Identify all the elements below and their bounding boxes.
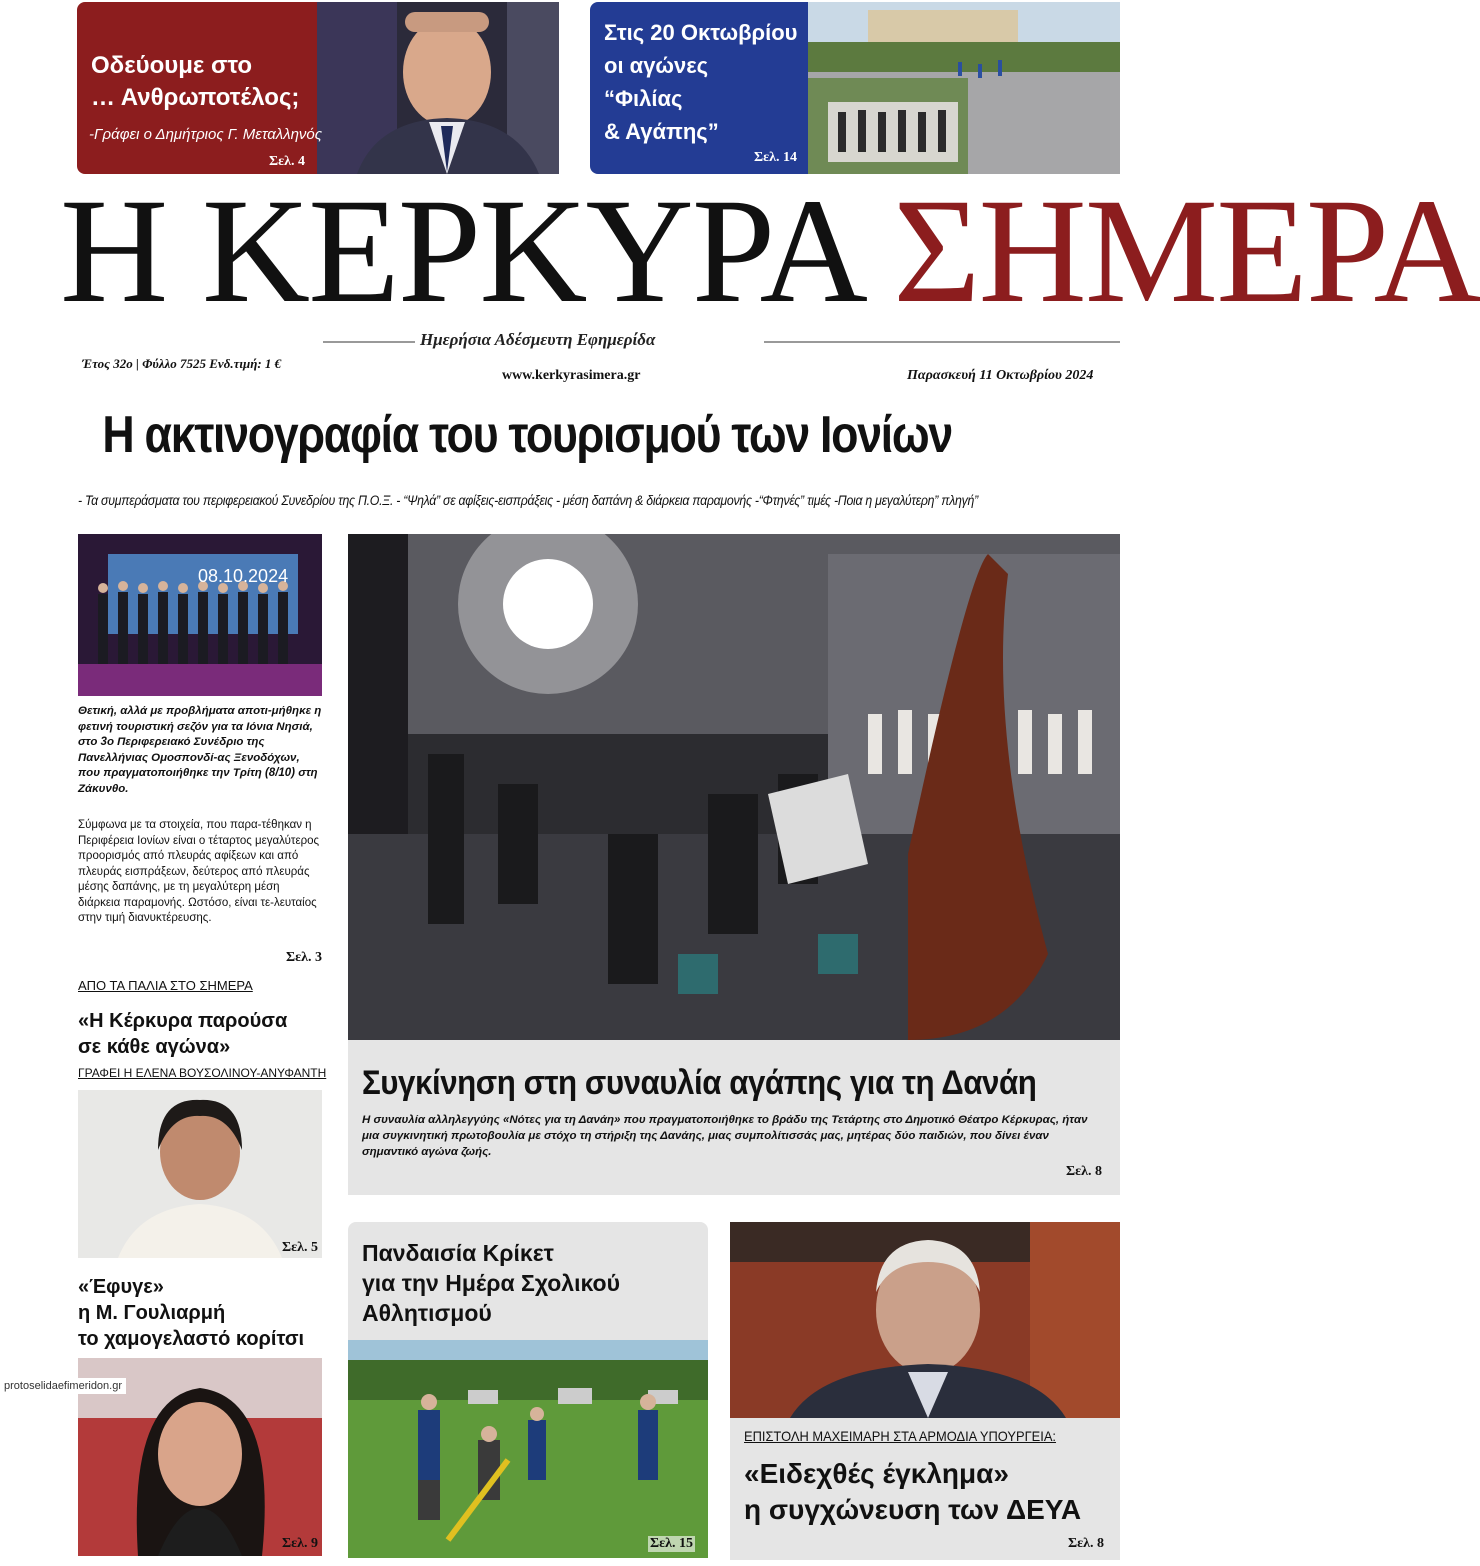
tagline: Ημερήσια Αδέσμευτη Εφημερίδα [420,330,656,349]
main-headline[interactable]: Η ακτινογραφία του τουρισμού των Ιονίων [102,406,952,464]
cricket-line3[interactable]: Αθλητισμού [362,1300,492,1326]
teaser-line2: οι αγώνες [604,53,709,78]
watermark: protoselidaefimeridon.gr [0,1378,126,1394]
teaser-friendship-games[interactable] [590,2,1120,174]
teaser-line3: “Φιλίας [604,86,683,111]
letter-line2[interactable]: η συγχώνευση των ΔΕΥΑ [744,1494,1082,1525]
teaser-byline: -Γράφει ο Δημήτριος Γ. Μεταλληνός [89,126,323,143]
main-subheadline: - Τα συμπεράσματα του περιφερειακού Συνεδρίου της Π.Ο.Ξ. - “Ψηλά” σε αφίξεις-εισπράξεις - μέση δαπάνη & διάρκεια παραμονής -“Φτηνές” τιμές -Ποια η μεγαλύτερη” πληγή” [78,492,978,508]
column-title-line2[interactable]: σε κάθε αγώνα» [78,1036,231,1058]
obit-line1[interactable]: «Έφυγε» [78,1276,164,1298]
teaser-line1: Στις 20 Οκτωβρίου [604,20,798,45]
main-lead: Θετική, αλλά με προβλήματα αποτι-μήθηκε η φετινή τουριστική σεζόν για τα Ιόνια Νησιά, στο 3ο Περιφερειακό Συνέδριο της Πανελλήνιας Ομοσπονδί-ας Ξενοδόχων, που πραγματοποιήθηκε την Τρίτη (8/10) στη Ζάκυνθο. [78,705,322,795]
page-ref: Σελ. 14 [754,150,798,165]
masthead-part1: Η ΚΕΡΚΥΡΑ [60,168,894,334]
letter-page-ref[interactable]: Σελ. 8 [1068,1536,1105,1551]
photo-banner-date: 08.10.2024 [198,566,289,586]
concert-text: Η συναυλία αλληλεγγύης «Νότες για τη Δανάη» που πραγματοποιήθηκε το βράδυ της Τετάρτης στο Δημοτικό Θέατρο Κέρκυρας, ήταν μια συγκινητική πρωτοβουλία με στόχο τη στήριξη της Δανάης, μιας συμπολίτισσάς μας, μητέρας δύο παιδιών, που δίνει έναν σημαντικό αγώνα ζωής. [362,1114,1088,1158]
cricket-page-ref[interactable]: Σελ. 15 [650,1536,694,1551]
obit-line2[interactable]: η Μ. Γουλιαρμή [78,1302,226,1324]
teaser-title-line2: … Ανθρωποτέλος; [91,84,300,111]
obit-line3[interactable]: το χαμογελαστό κορίτσι [78,1328,305,1350]
letter-kicker: ΕΠΙΣΤΟΛΗ ΜΑΧΕΙΜΑΡΗ ΣΤΑ ΑΡΜΟΔΙΑ ΥΠΟΥΡΓΕΙΑ: [744,1428,1057,1444]
masthead-part2: ΣΗΜΕΡΑ [893,168,1480,334]
issue-info: Έτος 32ο | Φύλλο 7525 Ενδ.τιμή: 1 € [82,356,282,371]
letter-line1[interactable]: «Ειδεχθές έγκλημα» [744,1458,1009,1489]
main-page-ref[interactable]: Σελ. 3 [286,950,323,965]
masthead [60,168,1480,334]
cricket-line1[interactable]: Πανδαισία Κρίκετ [362,1240,554,1266]
concert-photo [348,534,1120,1040]
column-kicker: ΑΠΟ ΤΑ ΠΑΛΙΑ ΣΤΟ ΣΗΜΕΡΑ [78,978,253,993]
politician-photo [730,1222,1120,1418]
concert-headline[interactable]: Συγκίνηση στη συναυλία αγάπης για τη Δανάη [362,1064,1037,1102]
column-title-line1[interactable]: «Η Κέρκυρα παρούσα [78,1010,288,1032]
cricket-line2[interactable]: για την Ημέρα Σχολικού [362,1270,620,1296]
issue-date: Παρασκευή 11 Οκτωβρίου 2024 [907,368,1094,383]
author-portrait [78,1090,322,1258]
cricket-photo [348,1340,708,1558]
obit-page-ref[interactable]: Σελ. 9 [282,1536,319,1551]
race-photo [808,2,1120,174]
conference-photo [78,534,322,696]
main-body: Σύμφωνα με τα στοιχεία, που παρα-τέθηκαν η Περιφέρεια Ιονίων είναι ο τέταρτος μεγαλύτερος προορισμός από πλευράς αφίξεων και από πλευράς εισπράξεων, δεύτερος από πλευράς μέσης δαπάνης, με τη μεγαλύτερη μέση διάρκεια παραμονής. Ωστόσο, είναι τε-λευταίος στην τιμή διανυκτέρευσης. [78,819,320,924]
teaser-title-line1: Οδεύουμε στο [91,52,253,79]
concert-page-ref[interactable]: Σελ. 8 [1066,1164,1103,1179]
teaser-line4: & Αγάπης” [604,119,719,144]
teaser-metallinos[interactable] [77,2,559,174]
tagline-rule-left [323,341,415,343]
column-byline: ΓΡΑΦΕΙ Η ΕΛΕΝΑ ΒΟΥΣΟΛΙΝΟΥ-ΑΝΥΦΑΝΤΗ [78,1066,327,1080]
website[interactable]: www.kerkyrasimera.gr [502,368,641,383]
portrait-photo [317,2,559,174]
column-page-ref[interactable]: Σελ. 5 [282,1240,319,1255]
page-ref: Σελ. 4 [269,154,306,169]
tagline-rule-right [764,341,1120,343]
